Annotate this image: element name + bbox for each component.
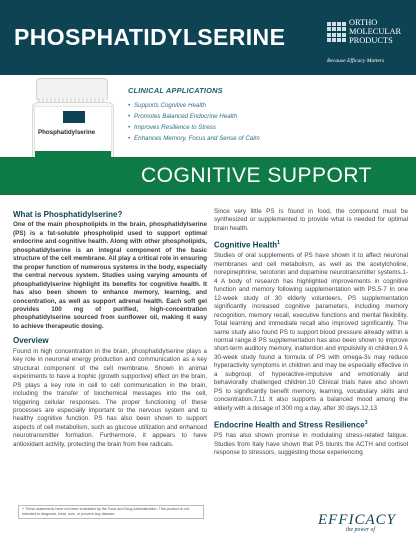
logo-line: MOLECULAR — [349, 27, 402, 36]
section-heading: What is Phosphatidylserine? — [13, 210, 123, 219]
clinical-item: • Supports Cognitive Health — [128, 100, 408, 111]
efficacy-logo: EFFICACY — [318, 512, 396, 528]
logo-tagline: Because Efficacy Matters — [327, 58, 385, 64]
brand-logo — [327, 16, 413, 68]
footnote-marker: 3 — [364, 420, 368, 427]
left-column — [13, 208, 207, 455]
right-column — [214, 208, 408, 464]
efficacy-tagline: the power of — [346, 527, 375, 533]
overview-paragraph: Found in high concentration in the brain, phosphatidylserine plays a key role in neuronal energy production and communication as a key structural component of the cell membrane. Shown in animal experiments to have a trophic (growth supportive) effect on the brain, PS plays a key role in cell to cell communication in the brain, including the transfer of biochemical messages into the cell, triggering cellular responses. The proper functioning of these processes are especially important to the nervous system and to healthy cognitive function. PS has also been shown to support aspects of cell metabolism, such as glucose utilization and enhanced neurotransmitter formation. Furthermore, it appears to have antioxidant activity, protecting the brain from free radicals. — [13, 347, 207, 448]
clinical-applications-title: CLINICAL APPLICATIONS — [128, 86, 223, 95]
label-product-name: Phosphatidylserine — [38, 129, 96, 136]
intro-paragraph: One of the main phospholipids in the brain, phosphatidylserine (PS) is a fat-soluble phospholipid used to support optimal endocrine and cognitive health. Along with other phospholipids, phosphatidylserine is an integral component of the basic structure of the cell membrane. All play a critical role in ensuring the proper function of numerous systems in the body, especially the central nervous system. Studies using varying amounts of phosphatidylserine highlight its benefits for cognitive health. It has also been shown to enhance memory, learning, and concentration, as well as support adrenal health. Each soft gel provides 100 mg of purified, high-concentration phosphatidylserine sourced from sunflower oil, making it easy to achieve therapeutic dosing. — [13, 221, 207, 330]
footnote-marker: 1 — [277, 240, 280, 247]
logo-line: ORTHO — [349, 18, 378, 27]
section-heading: Endocrine Health and Stress Resilience$^3$ — [214, 420, 368, 430]
fda-disclaimer: † These statements have not been evaluated by the Food and Drug Administration. This product is not intended to diagnose, treat, cure, or prevent any disease. — [18, 505, 204, 519]
page-title: PHOSPHATIDYLSERINE — [14, 24, 286, 50]
banner-title: COGNITIVE SUPPORT — [141, 164, 372, 187]
section-heading: Overview — [13, 336, 49, 346]
section-heading: Cognitive Health$^1$ — [214, 240, 280, 251]
clinical-item: • Improves Resilience to Stress — [128, 122, 408, 133]
label-logo-icon — [63, 111, 85, 123]
clinical-item: • Enhances Memory, Focus and Sense of Calm — [128, 133, 408, 144]
bottle-cap — [36, 78, 108, 100]
logo-wordmark — [349, 18, 401, 45]
cognitive-paragraph: Studies of oral supplements of PS have shown it to affect neuronal membranes and cell metabolism, as well as the acetylcholine, norepinephrine, serotonin and dopamine neurotransmitter systems.1-4 A body of research has highlighted improvements in cognitive function and memory following supplementation with PS.5-7 In one 12-week study of 30 elderly volunteers, PS supplementation significantly increased cognitive parameters, including memory recognition, memory recall, executive functions and mental flexibility. Total learning and immediate recall also improved significantly. The same study also found PS to support blood pressure already within a normal range.8 PS supplementation has also been shown to improve short-term auditory memory, inattention and impulsivity in children.9 A 30-week study found a formula of PS with omega-3s may reduce hyperactivity symptoms in children and may be especially effective in a subgroup of hyperactive-impulsive and emotionally and behaviorally challenged children.10 Clinical trials have also shown PS to significantly benefit memory, learning, vocabulary skills and concentration.7,11 It also supports a balanced mood among the elderly with a dosage of 300 mg a day, after 30 days.12,13 — [214, 252, 408, 412]
clinical-applications — [128, 86, 408, 144]
endocrine-paragraph: PS has also shown promise in modulating stress-related fatigue. Studies from Italy have shown that PS blunts the ACTH and cortisol response to stressors, suggesting those experiencing — [214, 432, 408, 457]
logo-line: PRODUCTS — [349, 36, 393, 45]
paragraph: Since very little PS is found in food, the compound must be synthesized or supplemented to provide what is needed for optimal brain health. — [214, 208, 408, 232]
clinical-item: • Promotes Balanced Endocrine Health — [128, 111, 408, 122]
logo-grid-icon — [327, 22, 347, 42]
